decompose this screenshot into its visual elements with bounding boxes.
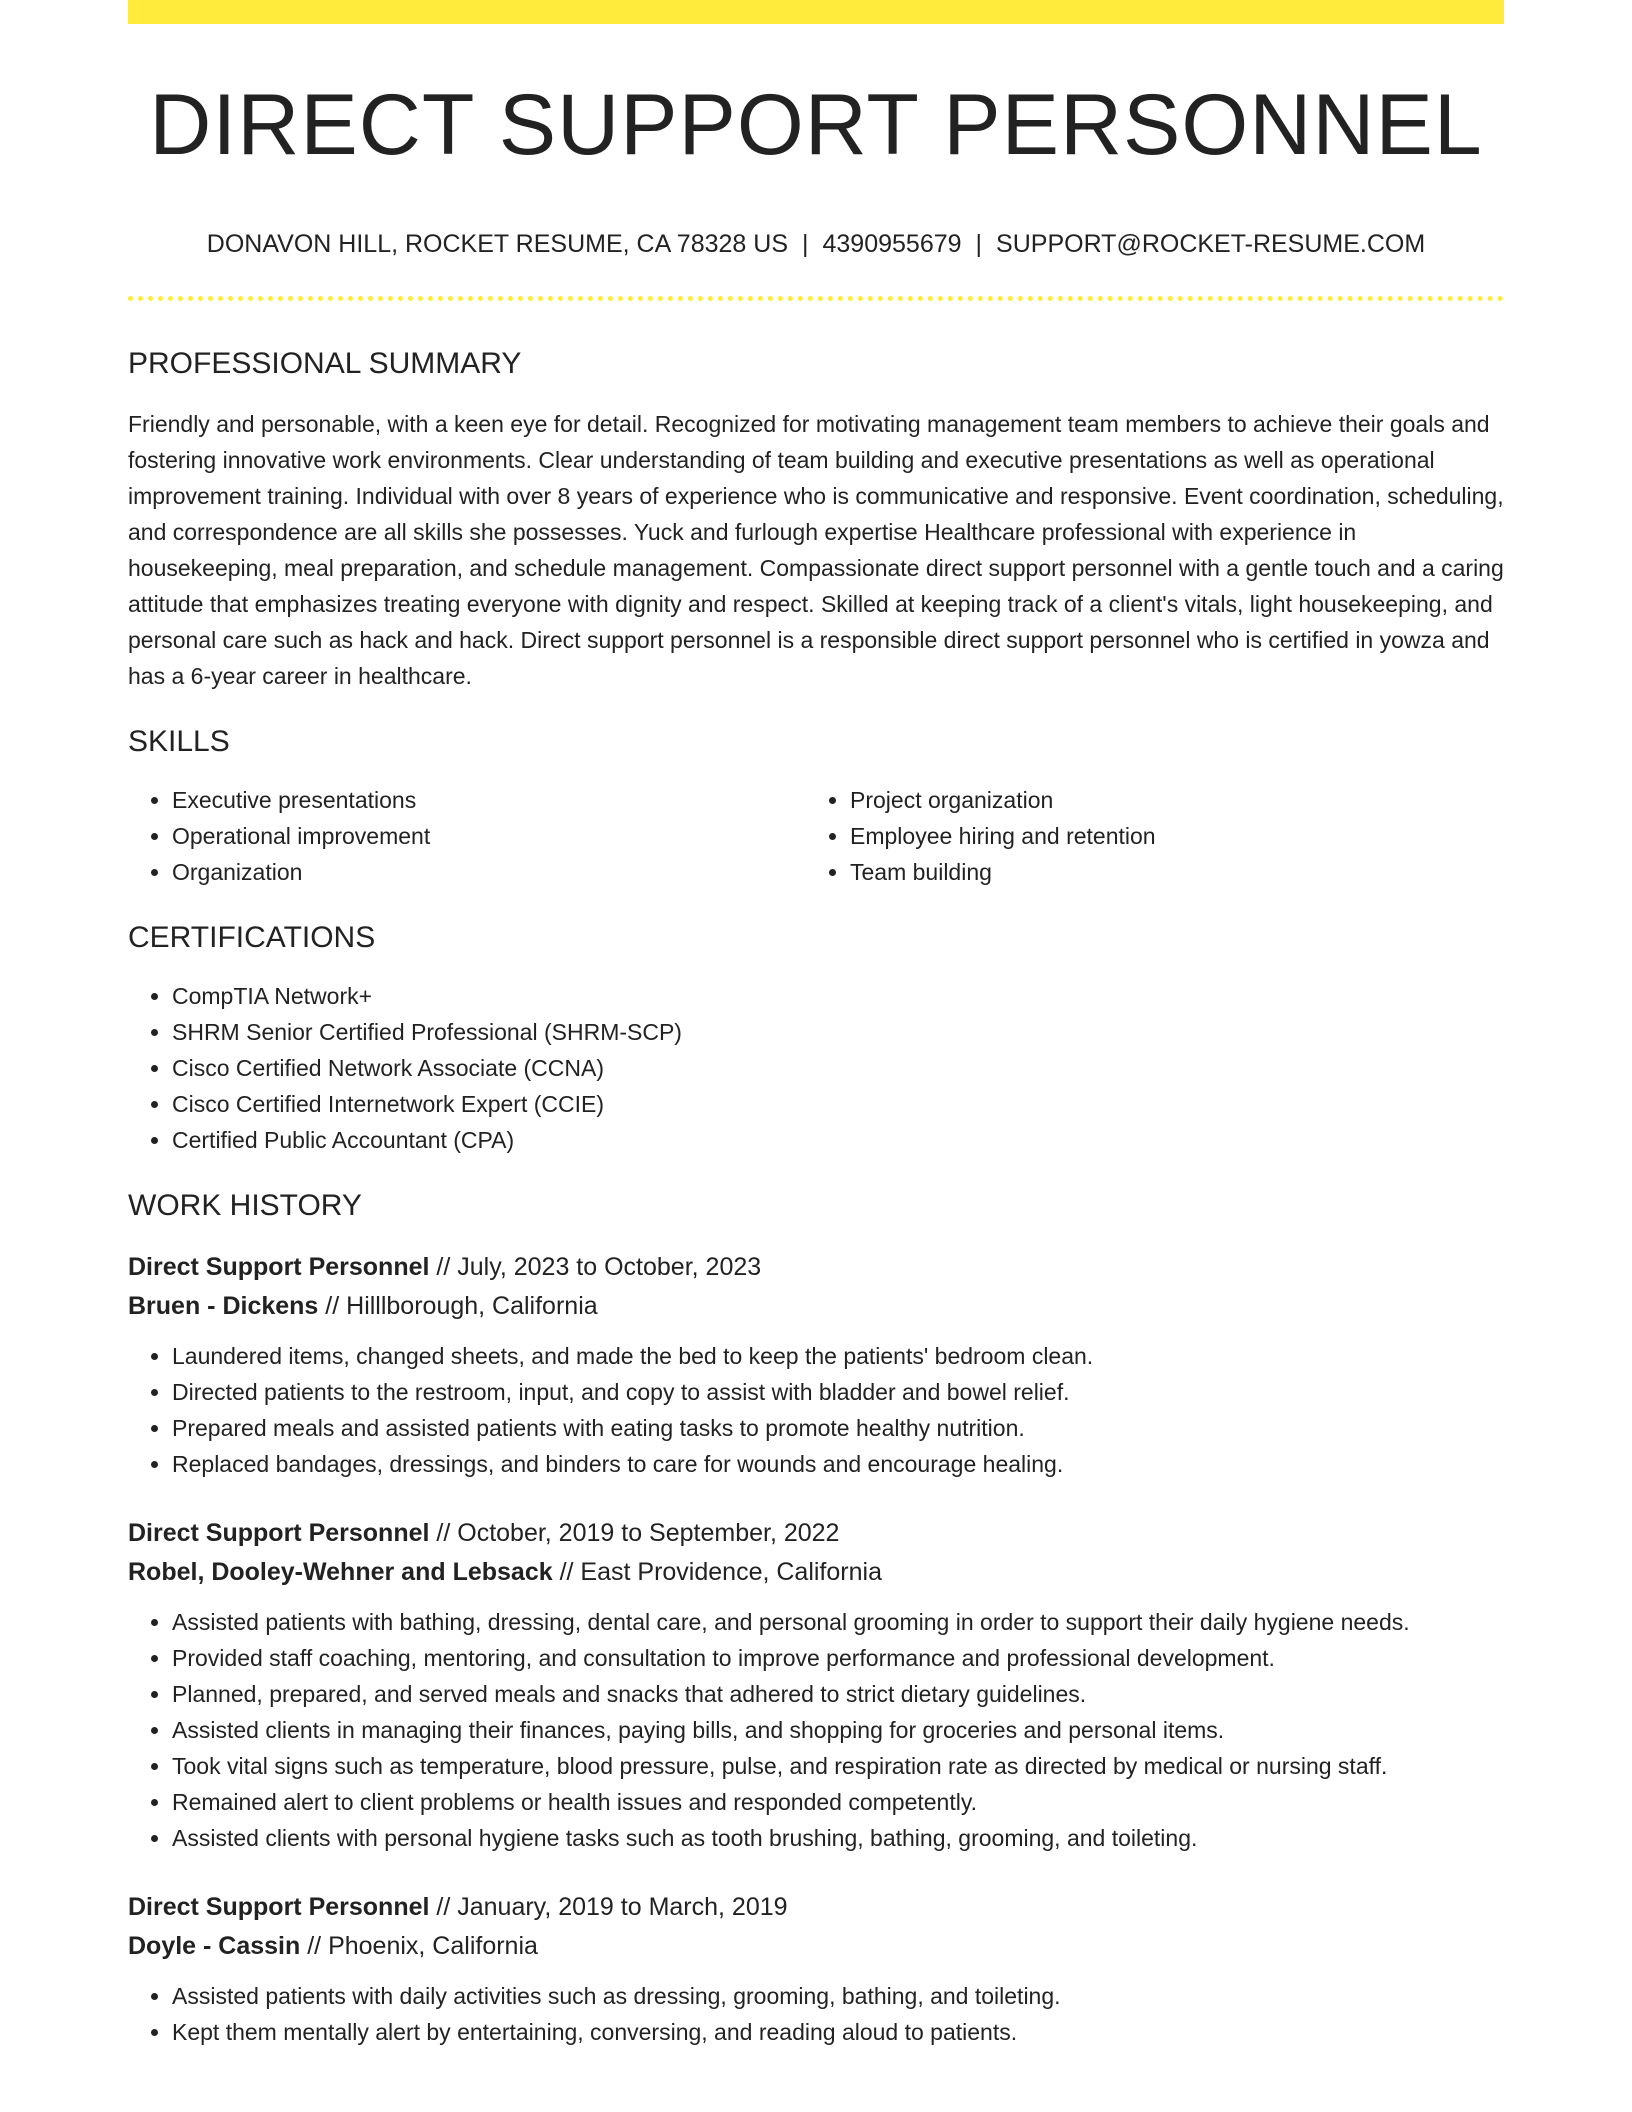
skills-list-right (806, 782, 1484, 890)
job-title-line (128, 1514, 1504, 1553)
job-company-line (128, 1553, 1504, 1592)
job-bullets (128, 1604, 1504, 1856)
job-company: Robel, Dooley-Wehner and Lebsack (128, 1558, 553, 1586)
job-entry (128, 1888, 1504, 2050)
job-bullet: • Took vital signs such as temperature, blood pressure, pulse, and respiration rate as directed by medical or nursing staff. (172, 1748, 1504, 1784)
job-entry (128, 1248, 1504, 1482)
job-bullets (128, 1338, 1504, 1482)
skill-item: • Organization (172, 854, 806, 890)
job-bullet: • Provided staff coaching, mentoring, and consultation to improve performance and professional development. (172, 1640, 1504, 1676)
skill-item: • Team building (850, 854, 1484, 890)
certification-item: • SHRM Senior Certified Professional (SHRM-SCP) (172, 1014, 1504, 1050)
job-bullet: • Assisted patients with bathing, dressing, dental care, and personal grooming in order to support their daily hygiene needs. (172, 1604, 1504, 1640)
skills-heading: SKILLS (128, 725, 230, 758)
job-bullet: • Prepared meals and assisted patients with eating tasks to promote healthy nutrition. (172, 1410, 1504, 1446)
resume-page (128, 0, 1504, 2050)
job-title: Direct Support Personnel (128, 1519, 430, 1547)
work-history-heading: WORK HISTORY (128, 1189, 362, 1222)
job-bullet: • Replaced bandages, dressings, and binders to care for wounds and encourage healing. (172, 1446, 1504, 1482)
job-dates: // January, 2019 to March, 2019 (436, 1893, 788, 1921)
job-bullet: • Kept them mentally alert by entertaining, conversing, and reading aloud to patients. (172, 2014, 1504, 2050)
job-bullet: • Directed patients to the restroom, input, and copy to assist with bladder and bowel relief. (172, 1374, 1504, 1410)
certification-item: • CompTIA Network+ (172, 978, 1504, 1014)
skills-column-right (806, 782, 1484, 890)
contact-phone: 4390955679 (822, 230, 962, 258)
skills-list-left (128, 782, 806, 890)
job-title-line (128, 1248, 1504, 1287)
job-location: // East Providence, California (559, 1558, 882, 1586)
skill-item: • Operational improvement (172, 818, 806, 854)
page-title: DIRECT SUPPORT PERSONNEL (149, 77, 1483, 173)
top-accent-bar (128, 0, 1504, 24)
job-title: Direct Support Personnel (128, 1253, 430, 1281)
skill-item: • Executive presentations (172, 782, 806, 818)
contact-line (128, 232, 1504, 257)
job-dates: // October, 2019 to September, 2022 (436, 1519, 840, 1547)
certifications-list (128, 978, 1504, 1158)
certifications-heading: CERTIFICATIONS (128, 921, 376, 954)
job-bullet: • Laundered items, changed sheets, and made the bed to keep the patients' bedroom clean. (172, 1338, 1504, 1374)
job-bullet: • Assisted clients in managing their finances, paying bills, and shopping for groceries and personal items. (172, 1712, 1504, 1748)
skill-item: • Employee hiring and retention (850, 818, 1484, 854)
certification-item: • Certified Public Accountant (CPA) (172, 1122, 1504, 1158)
contact-address: DONAVON HILL, ROCKET RESUME, CA 78328 US (206, 230, 788, 258)
job-bullet: • Remained alert to client problems or health issues and responded competently. (172, 1784, 1504, 1820)
skills-column-left (128, 782, 806, 890)
skills-grid (128, 782, 1504, 890)
contact-separator: | (975, 230, 983, 258)
contact-email: SUPPORT@ROCKET-RESUME.COM (996, 230, 1426, 258)
job-bullet: • Planned, prepared, and served meals and snacks that adhered to strict dietary guidelines. (172, 1676, 1504, 1712)
job-bullet: • Assisted patients with daily activities such as dressing, grooming, bathing, and toileting. (172, 1978, 1504, 2014)
dotted-divider (128, 296, 1504, 301)
summary-heading: PROFESSIONAL SUMMARY (128, 347, 522, 380)
job-title: Direct Support Personnel (128, 1893, 430, 1921)
skill-item: • Project organization (850, 782, 1484, 818)
summary-text: Friendly and personable, with a keen eye for detail. Recognized for motivating management team members to achieve their goals and fostering innovative work environments. Clear understanding of team building and executive presentations as well as operational improvement training. Individual with over 8 years of experience who is communicative and responsive. Event coordination, scheduling, and correspondence are all skills she possesses. Yuck and furlough expertise Healthcare professional with experience in housekeeping, meal preparation, and schedule management. Compassionate direct support personnel with a gentle touch and a caring attitude that emphasizes treating everyone with dignity and respect. Skilled at keeping track of a client's vitals, light housekeeping, and personal care such as hack and hack. Direct support personnel is a responsible direct support personnel who is certified in yowza and has a 6-year career in healthcare. (128, 411, 1504, 689)
contact-separator: | (802, 230, 809, 258)
job-title-line (128, 1888, 1504, 1927)
job-bullets (128, 1978, 1504, 2050)
job-company: Doyle - Cassin (128, 1932, 301, 1960)
job-company-line (128, 1927, 1504, 1966)
certification-item: • Cisco Certified Network Associate (CCNA) (172, 1050, 1504, 1086)
job-entry (128, 1514, 1504, 1856)
job-dates: // July, 2023 to October, 2023 (436, 1253, 762, 1281)
job-location: // Phoenix, California (307, 1932, 538, 1960)
job-company-line (128, 1287, 1504, 1326)
certification-item: • Cisco Certified Internetwork Expert (CCIE) (172, 1086, 1504, 1122)
job-bullet: • Assisted clients with personal hygiene tasks such as tooth brushing, bathing, grooming, and toileting. (172, 1820, 1504, 1856)
job-location: // Hilllborough, California (325, 1292, 598, 1320)
job-company: Bruen - Dickens (128, 1292, 319, 1320)
